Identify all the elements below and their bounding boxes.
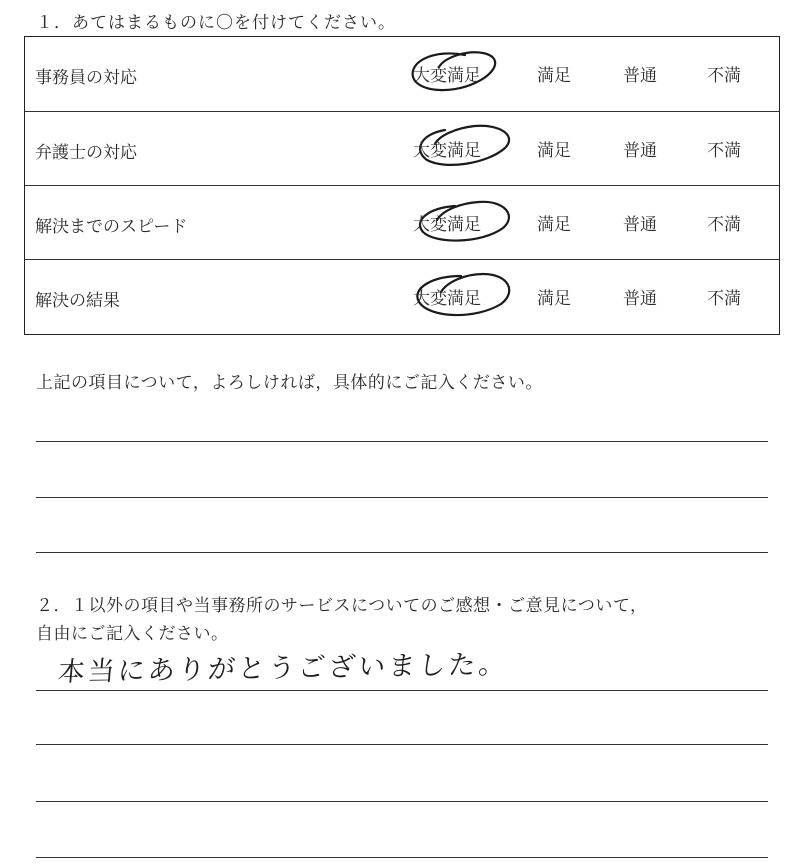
option-neutral[interactable]: 普通 <box>623 66 657 86</box>
row-label: 事務員の対応 <box>35 68 137 88</box>
comment-line-3[interactable] <box>36 552 768 553</box>
handwritten-answer: 本当にありがとうございました。 <box>56 649 510 688</box>
comment-line-1[interactable] <box>36 441 768 442</box>
option-neutral[interactable]: 普通 <box>623 141 657 161</box>
option-satisfied[interactable]: 満足 <box>537 289 571 309</box>
question-2-heading: ２．１以外の項目や当事務所のサービスについてのご感想・ご意見について， 自由にご記入ください。 <box>36 596 648 644</box>
comment-prompt: 上記の項目について，よろしければ，具体的にご記入ください。 <box>36 373 543 393</box>
option-satisfied[interactable]: 満足 <box>537 215 571 235</box>
answer-line-4[interactable] <box>36 857 768 858</box>
option-dissatisfied[interactable]: 不満 <box>707 66 741 86</box>
survey-row-staff <box>25 37 779 111</box>
question-1-heading: １．あてはまるものに〇を付けてください。 <box>36 13 396 33</box>
satisfaction-table <box>24 36 780 335</box>
option-very-satisfied[interactable]: 大変満足 <box>413 66 481 86</box>
option-very-satisfied[interactable]: 大変満足 <box>413 141 481 161</box>
option-dissatisfied[interactable]: 不満 <box>707 215 741 235</box>
row-label: 解決までのスピード <box>35 217 188 237</box>
row-label: 解決の結果 <box>35 291 120 311</box>
survey-row-speed <box>25 185 779 260</box>
option-neutral[interactable]: 普通 <box>623 289 657 309</box>
answer-line-2[interactable] <box>36 744 768 745</box>
option-neutral[interactable]: 普通 <box>623 215 657 235</box>
survey-row-result <box>25 259 779 334</box>
option-dissatisfied[interactable]: 不満 <box>707 289 741 309</box>
option-satisfied[interactable]: 満足 <box>537 66 571 86</box>
answer-line-1[interactable] <box>36 690 768 691</box>
option-very-satisfied[interactable]: 大変満足 <box>413 289 481 309</box>
option-satisfied[interactable]: 満足 <box>537 141 571 161</box>
option-very-satisfied[interactable]: 大変満足 <box>413 215 481 235</box>
comment-line-2[interactable] <box>36 497 768 498</box>
survey-row-lawyer <box>25 111 779 186</box>
answer-line-3[interactable] <box>36 801 768 802</box>
row-label: 弁護士の対応 <box>35 143 137 163</box>
option-dissatisfied[interactable]: 不満 <box>707 141 741 161</box>
